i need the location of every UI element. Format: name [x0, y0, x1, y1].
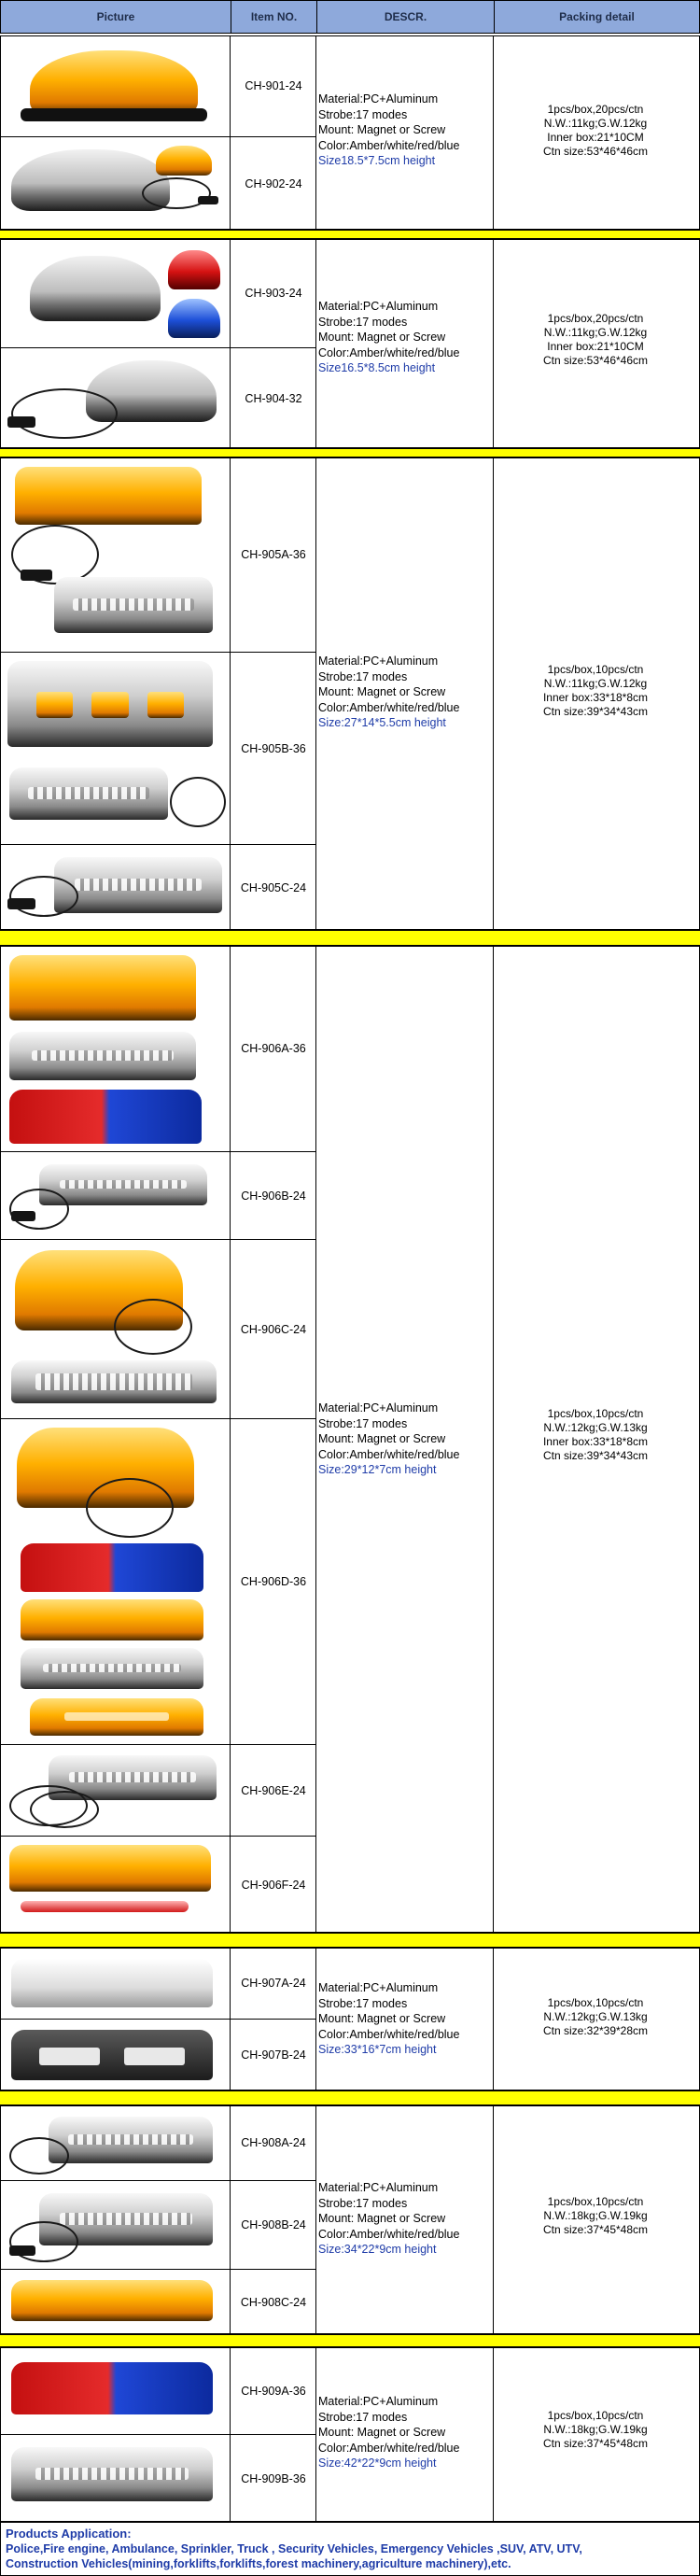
packing-line: 1pcs/box,20pcs/ctn — [547, 103, 644, 116]
product-group — [0, 239, 700, 448]
item-number: CH-905B-36 — [241, 741, 306, 755]
strobe-text: Strobe:17 modes — [318, 107, 408, 121]
material-text: Material:PC+Aluminum — [318, 655, 439, 668]
packing-line: N.W.:12kg;G.W.13kg — [543, 1421, 648, 1434]
color-text: Color:Amber/white/red/blue — [318, 700, 460, 714]
strobe-text: Strobe:17 modes — [318, 2410, 408, 2424]
product-description — [318, 654, 491, 731]
item-no-column-header: Item NO. — [231, 0, 316, 34]
item-number: CH-907A-24 — [241, 1977, 306, 1990]
item-number: CH-908C-24 — [240, 2295, 307, 2309]
item-number: CH-902-24 — [245, 176, 302, 190]
size-text: Size:29*12*7cm height — [318, 1463, 437, 1476]
material-text: Material:PC+Aluminum — [318, 2395, 439, 2408]
product-description — [318, 299, 491, 376]
product-photo — [2, 1155, 230, 1237]
material-text: Material:PC+Aluminum — [318, 92, 439, 106]
packing-detail — [494, 2195, 697, 2237]
item-number: CH-907B-24 — [241, 2048, 306, 2062]
item-number: CH-906B-24 — [241, 1189, 306, 1203]
packing-line: Ctn size:53*46*46cm — [542, 354, 649, 367]
item-number: CH-905C-24 — [240, 880, 307, 894]
packing-line: N.W.:11kg;G.W.12kg — [543, 326, 648, 339]
item-number: CH-904-32 — [245, 391, 302, 405]
product-group — [0, 946, 700, 1933]
packing-line: 1pcs/box,10pcs/ctn — [547, 2409, 644, 2422]
item-number: CH-908B-24 — [241, 2218, 306, 2231]
packing-line: Ctn size:53*46*46cm — [542, 145, 649, 158]
packing-line: Ctn size:39*34*43cm — [542, 1449, 649, 1462]
products-application — [0, 2522, 700, 2576]
strobe-text: Strobe:17 modes — [318, 1996, 408, 2010]
color-text: Color:Amber/white/red/blue — [318, 2441, 460, 2455]
packing-detail — [494, 2409, 697, 2451]
material-text: Material:PC+Aluminum — [318, 300, 439, 313]
mount-text: Mount: Magnet or Screw — [318, 2212, 446, 2225]
product-photo — [2, 2184, 230, 2267]
packing-line: Ctn size:32*39*28cm — [542, 2024, 649, 2037]
size-text: Size18.5*7.5cm height — [318, 154, 436, 167]
packing-line: N.W.:12kg;G.W.13kg — [543, 2010, 648, 2023]
product-description — [318, 2180, 491, 2258]
product-photo — [2, 655, 230, 842]
item-number: CH-908A-24 — [241, 2136, 306, 2149]
descr-column-header: DESCR. — [316, 0, 494, 34]
product-photo — [2, 1748, 230, 1834]
packing-detail — [494, 663, 697, 719]
row-separator — [0, 2090, 700, 2105]
product-description — [318, 1980, 491, 2058]
product-photo — [2, 39, 230, 134]
color-text: Color:Amber/white/red/blue — [318, 138, 460, 152]
row-separator — [0, 230, 700, 239]
packing-line: Inner box:33*18*8cm — [542, 1435, 649, 1448]
picture-column-header: Picture — [0, 0, 231, 34]
product-group — [0, 35, 700, 230]
packing-line: Inner box:21*10CM — [547, 340, 644, 353]
product-group — [0, 1948, 700, 2090]
packing-line: Inner box:33*18*8cm — [542, 691, 649, 704]
application-title: Products Application: — [6, 2527, 132, 2541]
size-text: Size:42*22*9cm height — [318, 2456, 437, 2470]
material-text: Material:PC+Aluminum — [318, 2181, 439, 2194]
strobe-text: Strobe:17 modes — [318, 1416, 408, 1430]
strobe-text: Strobe:17 modes — [318, 315, 408, 329]
item-number: CH-909B-36 — [241, 2471, 306, 2485]
mount-text: Mount: Magnet or Screw — [318, 123, 446, 136]
strobe-text: Strobe:17 modes — [318, 669, 408, 683]
product-photo — [2, 2351, 230, 2432]
color-text: Color:Amber/white/red/blue — [318, 2027, 460, 2041]
product-photo — [2, 848, 230, 926]
packing-line: Ctn size:37*45*48cm — [542, 2223, 649, 2236]
packing-line: 1pcs/box,10pcs/ctn — [547, 1407, 644, 1420]
product-group — [0, 2347, 700, 2522]
size-text: Size:33*16*7cm height — [318, 2043, 437, 2056]
item-number: CH-906C-24 — [240, 1322, 307, 1336]
product-description — [318, 2394, 491, 2471]
material-text: Material:PC+Aluminum — [318, 1981, 439, 1994]
table-header — [0, 0, 700, 35]
product-photo — [2, 351, 230, 444]
application-line: Police,Fire engine, Ambulance, Sprinkler, Truck , Security Vehicles, Emergency Vehicles ,SUV, ATV, UTV, — [6, 2542, 582, 2555]
packing-line: N.W.:11kg;G.W.12kg — [543, 677, 648, 690]
product-photo — [2, 2022, 230, 2088]
product-photo — [2, 459, 230, 650]
product-photo — [2, 950, 230, 1149]
packing-line: 1pcs/box,10pcs/ctn — [547, 663, 644, 676]
product-photo — [2, 1839, 230, 1929]
item-number: CH-903-24 — [245, 287, 302, 300]
packing-detail — [494, 1996, 697, 2038]
item-number: CH-905A-36 — [241, 548, 306, 561]
strobe-text: Strobe:17 modes — [318, 2196, 408, 2210]
item-number: CH-906D-36 — [240, 1575, 307, 1588]
row-separator — [0, 2334, 700, 2347]
packing-line: Ctn size:39*34*43cm — [542, 705, 649, 718]
mount-text: Mount: Magnet or Screw — [318, 2426, 446, 2439]
item-number: CH-906A-36 — [241, 1042, 306, 1055]
product-photo — [2, 1243, 230, 1416]
product-photo — [2, 2438, 230, 2518]
packing-line: Ctn size:37*45*48cm — [542, 2437, 649, 2450]
size-text: Size16.5*8.5cm height — [318, 361, 436, 374]
row-separator — [0, 1933, 700, 1948]
packing-line: 1pcs/box,20pcs/ctn — [547, 312, 644, 325]
product-description — [318, 91, 491, 169]
product-photo — [2, 243, 230, 345]
packing-detail — [494, 1407, 697, 1463]
color-text: Color:Amber/white/red/blue — [318, 1447, 460, 1461]
product-photo — [2, 2109, 230, 2178]
packing-line: N.W.:18kg;G.W.19kg — [543, 2423, 648, 2436]
packing-line: N.W.:18kg;G.W.19kg — [543, 2209, 648, 2222]
item-number: CH-901-24 — [245, 79, 302, 92]
item-number: CH-906F-24 — [241, 1878, 306, 1892]
item-number: CH-906E-24 — [241, 1783, 306, 1797]
product-photo — [2, 1422, 230, 1742]
product-description — [318, 1401, 491, 1478]
packing-line: Inner box:21*10CM — [547, 131, 644, 144]
packing-line: 1pcs/box,10pcs/ctn — [547, 2195, 644, 2208]
row-separator — [0, 930, 700, 946]
product-photo — [2, 1951, 230, 2017]
size-text: Size:34*22*9cm height — [318, 2243, 437, 2256]
mount-text: Mount: Magnet or Screw — [318, 2012, 446, 2025]
packing-detail — [494, 312, 697, 368]
packing-detail — [494, 103, 697, 159]
color-text: Color:Amber/white/red/blue — [318, 2227, 460, 2241]
mount-text: Mount: Magnet or Screw — [318, 331, 446, 344]
row-separator — [0, 448, 700, 457]
product-photo — [2, 140, 230, 226]
product-photo — [2, 2273, 230, 2330]
product-group — [0, 457, 700, 930]
application-line: Construction Vehicles(mining,forklifts,forklifts,forest machinery,agriculture machinery),etc. — [6, 2557, 511, 2570]
material-text: Material:PC+Aluminum — [318, 1401, 439, 1415]
item-number: CH-909A-36 — [241, 2384, 306, 2398]
packing-line: N.W.:11kg;G.W.12kg — [543, 117, 648, 130]
mount-text: Mount: Magnet or Screw — [318, 1432, 446, 1445]
packing-column-header: Packing detail — [494, 0, 700, 34]
color-text: Color:Amber/white/red/blue — [318, 345, 460, 359]
packing-line: 1pcs/box,10pcs/ctn — [547, 1996, 644, 2009]
size-text: Size:27*14*5.5cm height — [318, 716, 446, 729]
product-group — [0, 2105, 700, 2334]
mount-text: Mount: Magnet or Screw — [318, 685, 446, 698]
